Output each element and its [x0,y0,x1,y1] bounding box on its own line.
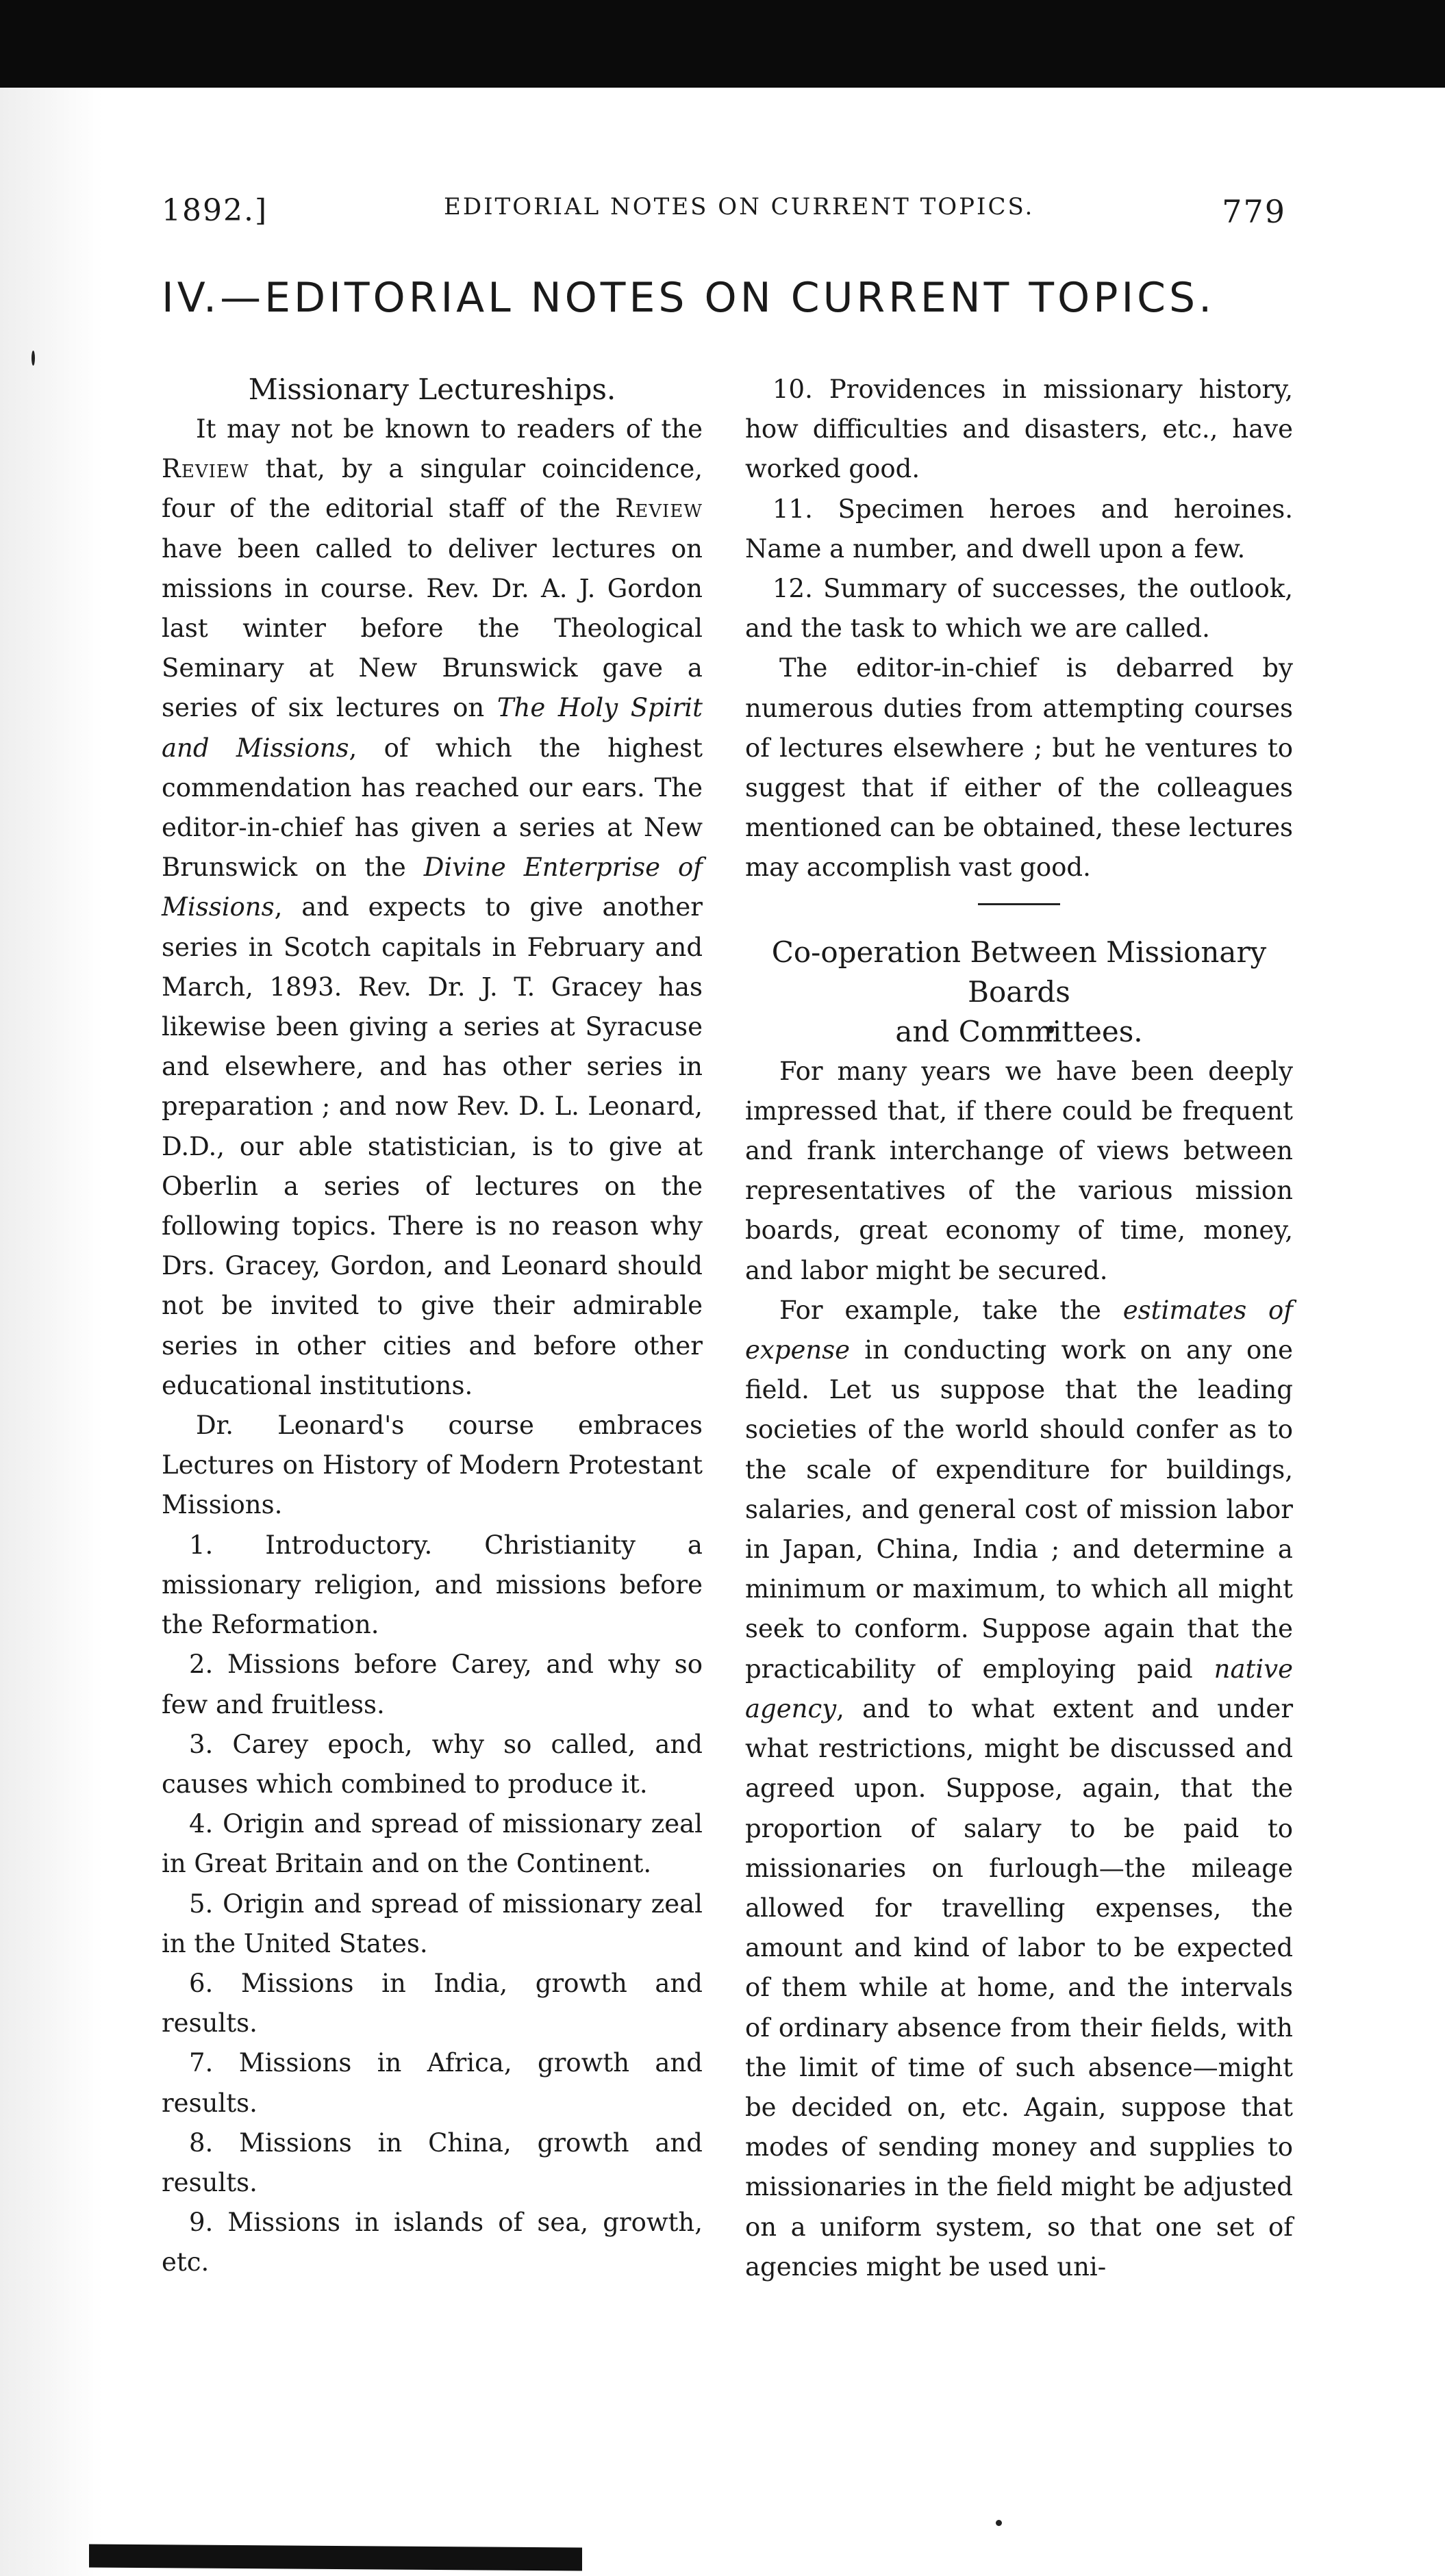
right-column [745,370,1293,2287]
scan-speck [996,2520,1002,2526]
left-column [162,370,703,2283]
scan-margin-shadow [0,0,103,2576]
scan-bottom-edge [89,2544,582,2571]
article-heading-lectureships: Missionary Lectureships. [248,372,616,406]
scan-speck [32,351,35,366]
lecture-topic: 9. Missions in islands of sea, growth, etc. [162,2208,703,2277]
lecture-topic: 11. Specimen heroes and heroines. Name a number, and dwell upon a few. [745,494,1293,564]
article-heading-cooperation: Co-operation Between Missionary Boards and Committees. [771,935,1267,1048]
section-divider [978,903,1060,905]
lecture-topic: 4. Origin and spread of missionary zeal in Great Britain and on the Continent. [162,1809,703,1879]
lecture-topic: 12. Summary of successes, the outlook, and the task to which we are called. [745,574,1293,644]
article-paragraph: For example, take the estimates of expense in conducting work on any one field. Let us suppose that the leading societies of the world should confer as to the scale of expenditure for buildings, salaries, and general cost of mission labor in Japan, China, India ; and determine a minimum or maximum, to which all might seek to conform. Suppose again that the practicability of employing paid native agency, and to what extent and under what restrictions, might be discussed and agreed upon. Suppose, again, that the proportion of salary to be paid to missionaries on furlough—the mileage allowed for travelling expenses, the amount and kind of labor to be expected of them while at home, and the intervals of ordinary absence from their fields, with the limit of time of such absence—might be decided on, etc. Again, suppose that modes of sending money and supplies to missionaries in the field might be adjusted on a uniform system, so that one set of agencies might be used uni- [745,1295,1293,2282]
lecture-topic: 3. Carey epoch, why so called, and causes which combined to produce it. [162,1729,703,1799]
lecture-topic: 8. Missions in China, growth and results. [162,2127,703,2197]
section-title: IV.—EDITORIAL NOTES ON CURRENT TOPICS. [162,274,1216,322]
lecture-topic: 1. Introductory. Christianity a missionary religion, and missions before the Reformation. [162,1530,703,1640]
lecture-topic: 6. Missions in India, growth and results. [162,1968,703,2038]
article-paragraph: The editor-in-chief is debarred by numerous duties from attempting courses of lectures elsewhere ; but he ventures to suggest that if either of the colleagues mentioned can be obtained, these lectures may accomplish vast good. [745,653,1293,883]
scan-top-edge [0,0,1445,88]
running-head-year: 1892.] [162,193,268,228]
lecture-topic: 5. Origin and spread of missionary zeal in the United States. [162,1889,703,1958]
running-head [162,193,1286,241]
page-number: 779 [1222,193,1286,230]
lecture-topic: 2. Missions before Carey, and why so few and fruitless. [162,1650,703,1719]
running-head-title: EDITORIAL NOTES ON CURRENT TOPICS. [444,193,1035,220]
article-paragraph: It may not be known to readers of the Review that, by a singular coincidence, four of the editorial staff of the Review have been called to deliver lectures on missions in course. Rev. Dr. A. J. Gordon last winter before the Theological Seminary at New Brunswick gave a series of six lectures on The Holy Spirit and Missions, of which the highest commendation has reached our ears. The editor-in-chief has given a series at New Brunswick on the Divine Enterprise of Missions, and expects to give another series in Scotch capitals in February and March, 1893. Rev. Dr. J. T. Gracey has likewise been giving a series at Syracuse and elsewhere, and has other series in preparation ; and now Rev. D. L. Leonard, D.D., our able statistician, is to give at Oberlin a series of lectures on the following topics. There is no reason why Drs. Gracey, Gordon, and Leonard should not be invited to give their admirable series in other cities and before other educational institutions. [162,414,703,1400]
lecture-topic: 7. Missions in Africa, growth and results. [162,2048,703,2118]
lecture-topic: 10. Providences in missionary history, how difficulties and disasters, etc., have worked good. [745,375,1293,484]
article-paragraph: For many years we have been deeply impressed that, if there could be frequent and frank interchange of views between representatives of the various mission boards, great economy of time, money, and labor might be secured. [745,1056,1293,1285]
article-paragraph: Dr. Leonard's course embraces Lectures on History of Modern Protestant Missions. [162,1411,703,1520]
